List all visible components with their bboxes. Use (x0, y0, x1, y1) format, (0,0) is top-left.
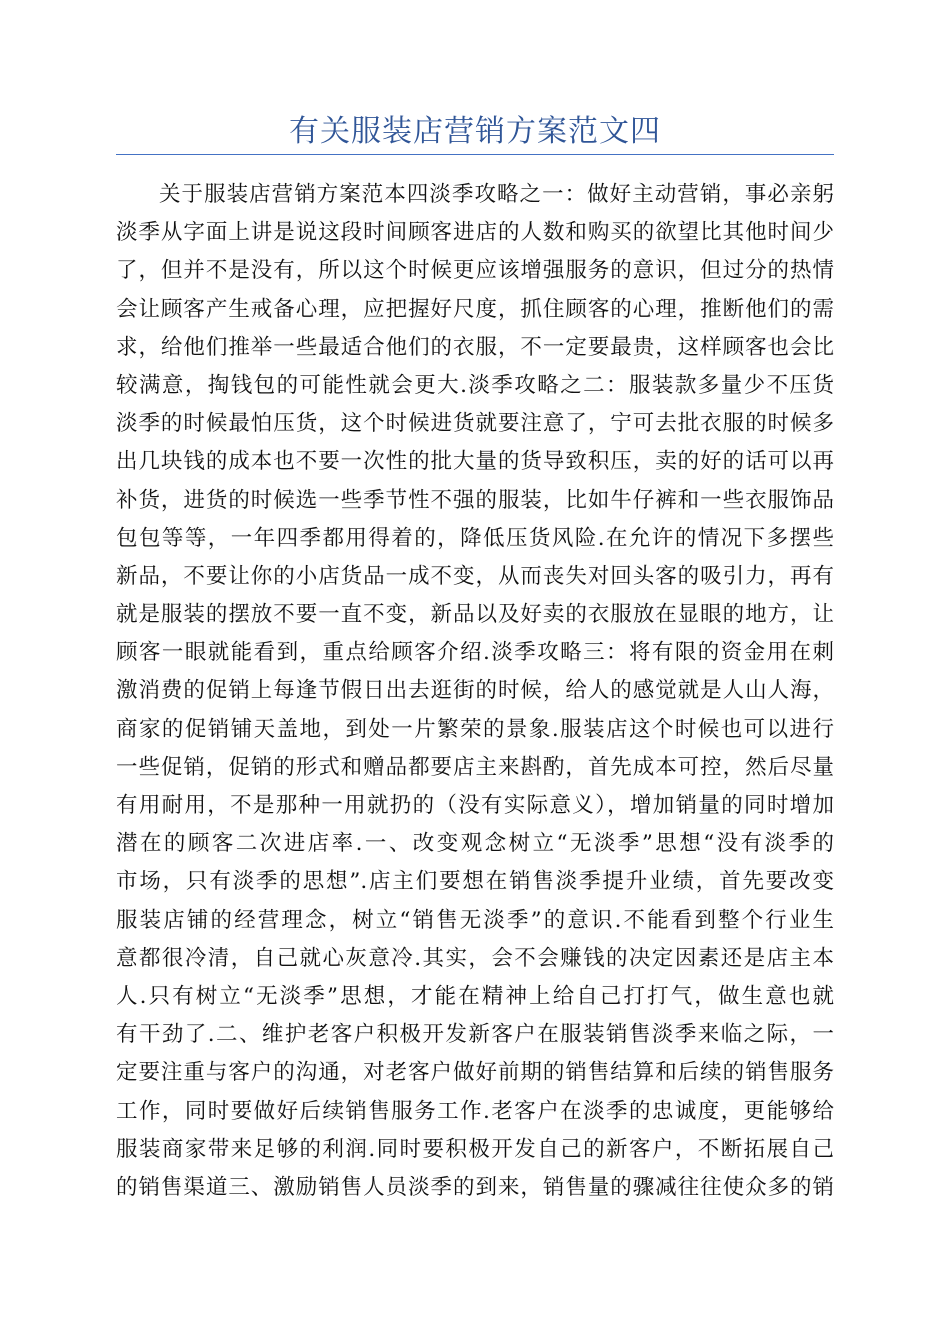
body-line: 市场，只有淡季的思想”.店主们要想在销售淡季提升业绩，首先要改变 (116, 869, 834, 895)
body-line: 淡季的时候最怕压货，这个时候进货就要注意了，宁可去批衣服的时候多 (116, 411, 834, 437)
body-line: 会让顾客产生戒备心理，应把握好尺度，抓住顾客的心理，推断他们的需 (116, 296, 834, 322)
body-line: 激消费的促销上每逢节假日出去逛街的时候，给人的感觉就是人山人海， (116, 678, 834, 704)
body-line: 工作，同时要做好后续销售服务工作.老客户在淡季的忠诚度，更能够给 (116, 1098, 834, 1124)
body-line: 新品，不要让你的小店货品一成不变，从而丧失对回头客的吸引力，再有 (116, 563, 834, 589)
body-line: 淡季从字面上讲是说这段时间顾客进店的人数和购买的欲望比其他时间少 (116, 220, 834, 246)
body-line: 了，但并不是没有，所以这个时候更应该增强服务的意识，但过分的热情 (116, 258, 834, 284)
body-line: 人.只有树立“无淡季”思想，才能在精神上给自己打打气，做生意也就 (116, 983, 834, 1009)
document-title: 有关服装店营销方案范文四 (289, 114, 661, 149)
body-line: 有干劲了.二、维护老客户积极开发新客户在服装销售淡季来临之际，一 (116, 1022, 834, 1048)
document-body (116, 176, 834, 1207)
body-line: 补货，进货的时候选一些季节性不强的服装，比如牛仔裤和一些衣服饰品 (116, 487, 834, 513)
body-line: 较满意，掏钱包的可能性就会更大.淡季攻略之二：服装款多量少不压货 (116, 372, 834, 398)
body-line: 意都很冷清，自己就心灰意冷.其实，会不会赚钱的决定因素还是店主本 (116, 945, 834, 971)
body-line: 关于服装店营销方案范本四淡季攻略之一：做好主动营销，事必亲躬 (159, 182, 834, 207)
body-line: 服装商家带来足够的利润.同时要积极开发自己的新客户，不断拓展自己 (116, 1136, 834, 1162)
body-line: 顾客一眼就能看到，重点给顾客介绍.淡季攻略三：将有限的资金用在刺 (116, 640, 834, 666)
body-line: 包包等等，一年四季都用得着的，降低压货风险.在允许的情况下多摆些 (116, 525, 834, 551)
body-line: 服装店铺的经营理念，树立“销售无淡季”的意识.不能看到整个行业生 (116, 907, 834, 933)
body-line: 出几块钱的成本也不要一次性的批大量的货导致积压，卖的好的话可以再 (116, 449, 834, 475)
body-line: 就是服装的摆放不要一直不变，新品以及好卖的衣服放在显眼的地方，让 (116, 602, 834, 628)
body-line: 求，给他们推举一些最适合他们的衣服，不一定要最贵，这样顾客也会比 (116, 334, 834, 360)
body-line: 商家的促销铺天盖地，到处一片繁荣的景象.服装店这个时候也可以进行 (116, 716, 834, 742)
body-line: 的销售渠道三、激励销售人员淡季的到来，销售量的骤减往往使众多的销 (116, 1174, 834, 1200)
title-underline (116, 154, 834, 155)
body-line: 潜在的顾客二次进店率.一、改变观念树立“无淡季”思想“没有淡季的 (116, 831, 834, 857)
body-line: 一些促销，促销的形式和赠品都要店主来斟酌，首先成本可控，然后尽量 (116, 754, 834, 780)
body-line: 定要注重与客户的沟通，对老客户做好前期的销售结算和后续的销售服务 (116, 1060, 834, 1086)
body-line: 有用耐用，不是那种一用就扔的（没有实际意义），增加销量的同时增加 (116, 793, 834, 818)
